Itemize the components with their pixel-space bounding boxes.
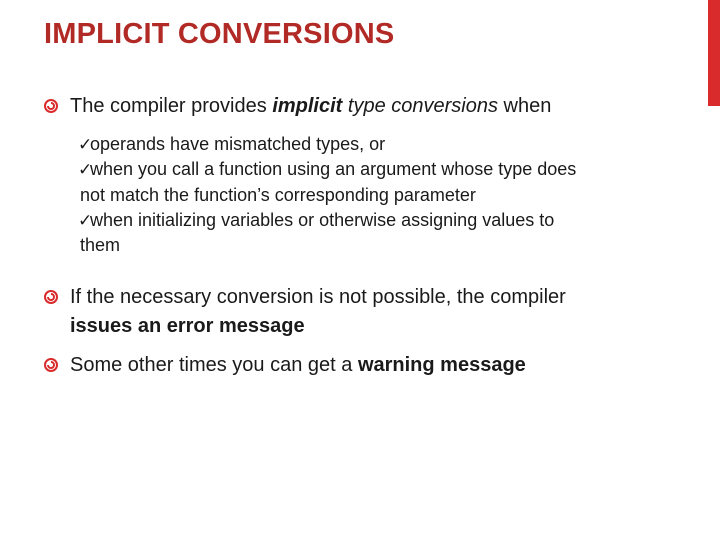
bullet-text-part: The compiler provides [70, 95, 273, 117]
list-item [78, 132, 688, 158]
red-swirl-icon [44, 290, 58, 304]
slide-title: IMPLICIT CONVERSIONS [44, 18, 395, 50]
bullet-text-part: when [497, 95, 552, 117]
bullet-text-line: If the necessary conversion is not possible, the compiler [70, 286, 566, 308]
bullet-text-type-conversions: type conversions [347, 95, 498, 117]
check-icon: ✓ [78, 211, 93, 230]
bullet-text [70, 283, 694, 341]
bullet-text [70, 351, 694, 379]
accent-bar [708, 0, 720, 106]
list-item [78, 156, 688, 212]
red-swirl-icon [44, 358, 58, 372]
list-item-text: when initializing variables or otherwise assigning values to [90, 210, 555, 230]
list-item [78, 208, 688, 256]
check-icon: ✓ [78, 135, 93, 154]
bullet-text-bold: warning message [357, 354, 526, 376]
bullet-text-bold: issues an error message [70, 315, 305, 337]
conversion-cases-list [78, 132, 688, 256]
list-item-text-continued: them [80, 235, 121, 255]
bullet-text [70, 92, 694, 120]
list-item-text: when you call a function using an argument whose type does [90, 159, 577, 179]
bullet-text-part: Some other times you can get a [70, 354, 358, 376]
list-item-text: operands have mismatched types, or [90, 134, 386, 154]
list-item-text-continued: not match the function’s corresponding parameter [80, 185, 476, 205]
check-icon: ✓ [78, 160, 93, 179]
red-swirl-icon [44, 99, 58, 113]
bullet-text-implicit: implicit [272, 95, 343, 117]
